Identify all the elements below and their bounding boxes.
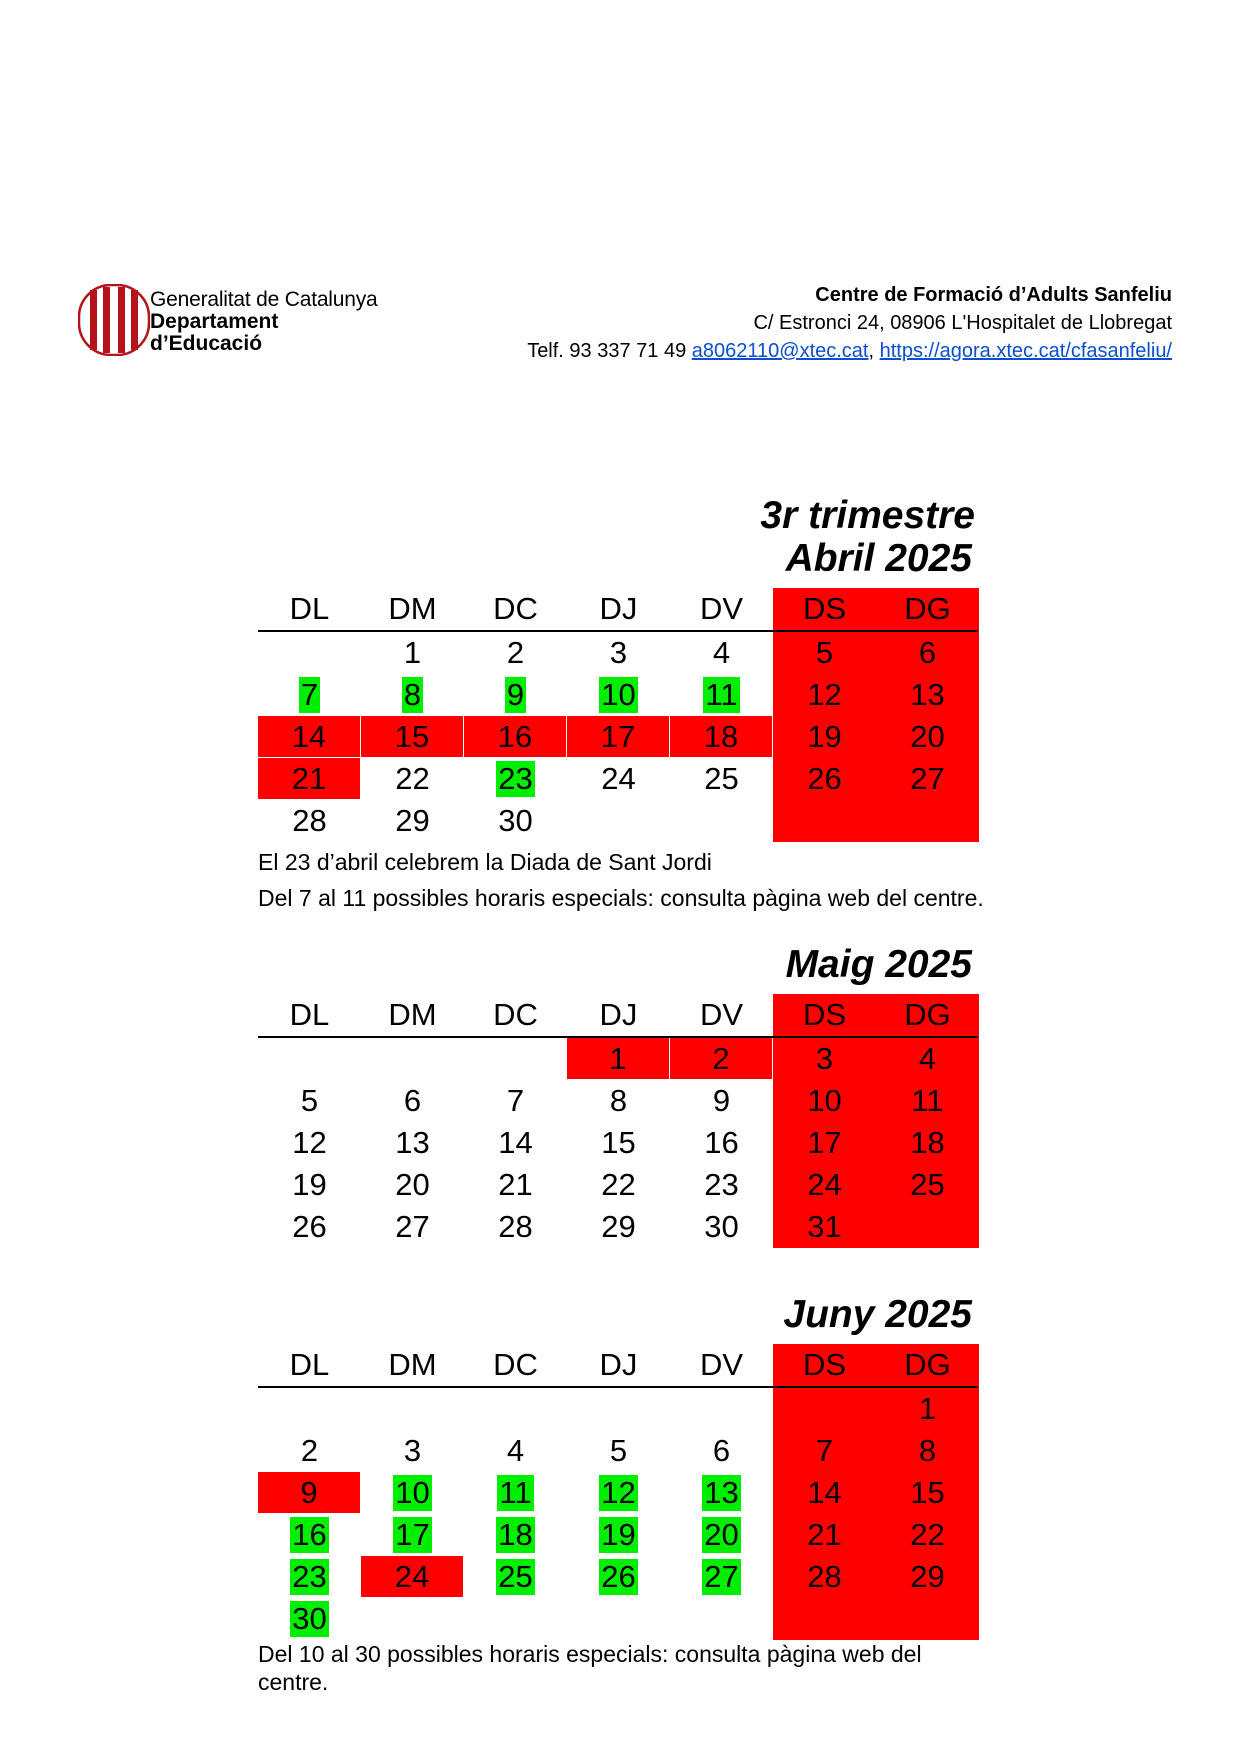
day-number: 17 [395,1517,430,1552]
day-number: 12 [601,1475,636,1510]
day-cell [670,1122,773,1164]
day-number: 20 [704,1517,739,1552]
month-title: Abril 2025 [785,537,972,580]
month-grid [258,994,978,1248]
day-number: 18 [910,1125,945,1160]
logo-line-departament: Departament [150,310,279,333]
generalitat-logo [78,284,150,356]
week-row [258,1556,978,1598]
centre-phone: Telf. 93 337 71 49 [527,340,687,362]
centre-name: Centre de Formació d’Adults Sanfeliu [815,284,1172,306]
day-number: 3 [815,1041,834,1076]
day-cell [567,674,670,716]
day-number: 7 [815,1433,834,1468]
day-cell [670,1388,773,1430]
weekday-dv: DV [699,997,744,1032]
day-number: 6 [403,1083,422,1118]
day-cell [361,1122,464,1164]
day-cell [361,1388,464,1430]
day-cell [567,1080,670,1122]
day-cell [567,1430,670,1472]
day-number: 17 [600,718,636,754]
day-number: 27 [395,1209,430,1244]
contact-separator: , [868,340,875,362]
day-cell [773,1038,876,1080]
day-cell [773,1430,876,1472]
day-number: 9 [300,1474,318,1510]
day-cell [464,1080,567,1122]
day-number: 2 [300,1433,319,1468]
day-cell [464,1556,567,1598]
weekday-dm: DM [388,997,437,1032]
day-number: 16 [292,1517,327,1552]
day-number: 10 [807,1083,842,1118]
weekday-dg: DG [904,997,951,1032]
day-cell [464,1598,567,1640]
day-cell [361,1556,463,1597]
day-number: 26 [292,1209,327,1244]
day-cell [258,1038,361,1080]
day-number: 20 [910,719,945,754]
weekday-header [258,588,978,632]
month-title: Juny 2025 [783,1293,972,1336]
day-number: 22 [395,761,430,796]
day-number: 4 [506,1433,525,1468]
day-cell [258,800,361,842]
day-number: 11 [911,1083,944,1118]
day-cell [464,800,567,842]
calendar-note: Del 7 al 11 possibles horaris especials: consulta pàgina web del centre. [258,885,984,911]
week-row [258,674,978,716]
day-cell [773,716,876,758]
day-cell [567,632,670,674]
day-cell [670,716,772,757]
day-number: 6 [712,1433,731,1468]
day-cell [361,1598,464,1640]
day-cell [567,1038,669,1079]
day-cell [464,674,567,716]
day-cell [670,800,773,842]
day-cell [361,1038,464,1080]
logo-line-generalitat: Generalitat de Catalunya [150,288,378,311]
month-title: Maig 2025 [785,943,972,986]
day-number: 7 [300,677,319,712]
day-cell [773,1164,876,1206]
day-cell [773,1122,876,1164]
day-cell [258,716,360,757]
day-cell [876,1388,979,1430]
day-number: 8 [403,677,422,712]
day-number: 15 [910,1475,945,1510]
day-cell [258,1556,361,1598]
day-cell [876,1164,979,1206]
day-cell [361,632,464,674]
day-number: 4 [918,1041,937,1076]
day-number: 17 [807,1125,842,1160]
day-cell [670,674,773,716]
day-cell [567,1472,670,1514]
day-cell [876,1080,979,1122]
day-number: 12 [292,1125,327,1160]
centre-contact [527,337,1172,365]
day-cell [361,1080,464,1122]
day-cell [258,1388,361,1430]
day-cell [258,758,360,799]
day-number: 31 [807,1209,842,1244]
day-number: 28 [292,803,327,838]
day-number: 16 [704,1125,739,1160]
day-cell [773,1388,876,1430]
day-cell [258,1514,361,1556]
month-grid [258,1344,978,1640]
day-number: 27 [910,761,945,796]
weekday-ds: DS [802,591,847,626]
day-cell [876,1598,979,1640]
day-number: 19 [807,719,842,754]
day-cell [567,758,670,800]
weekday-dg: DG [904,591,951,626]
day-cell [876,758,979,800]
day-number: 23 [292,1559,327,1594]
week-row [258,800,978,842]
day-cell [876,800,979,842]
day-cell [464,1388,567,1430]
day-cell [464,1164,567,1206]
day-number: 19 [292,1167,327,1202]
day-number: 22 [910,1517,945,1552]
day-number: 8 [609,1083,628,1118]
day-number: 13 [910,677,945,712]
day-cell [464,758,567,800]
day-number: 24 [601,761,636,796]
calendar-note: Del 10 al 30 possibles horaris especials: consulta pàgina web del centre. [258,1641,922,1695]
day-cell [258,1080,361,1122]
weekday-ds: DS [802,1347,847,1382]
day-cell [876,1122,979,1164]
day-number: 15 [394,718,430,754]
day-number: 25 [498,1559,533,1594]
day-cell [567,1206,670,1248]
weekday-dm: DM [388,1347,437,1382]
day-number: 11 [705,677,738,712]
day-number: 29 [395,803,430,838]
day-number: 6 [918,635,937,670]
logo-line-educacio: d’Educació [150,332,263,355]
day-cell [876,632,979,674]
day-number: 30 [704,1209,739,1244]
weekday-dj: DJ [599,591,638,626]
day-number: 11 [499,1475,532,1510]
day-cell [670,632,773,674]
month-grid [258,588,978,842]
weekday-dl: DL [289,1347,330,1382]
day-number: 23 [704,1167,739,1202]
week-row [258,1206,978,1248]
day-cell [670,1556,773,1598]
day-number: 19 [601,1517,636,1552]
day-cell [361,1472,464,1514]
week-row [258,632,978,674]
day-number: 2 [712,1040,730,1076]
day-number: 3 [609,635,628,670]
day-cell [773,674,876,716]
day-cell [464,716,566,757]
day-number: 26 [601,1559,636,1594]
day-cell [773,632,876,674]
calendar-note: El 23 d’abril celebrem la Diada de Sant Jordi [258,849,712,875]
day-cell [773,1206,876,1248]
day-number: 16 [497,718,533,754]
day-cell [567,1164,670,1206]
day-cell [876,1206,979,1248]
day-cell [361,716,463,757]
day-number: 20 [395,1167,430,1202]
day-cell [670,1472,773,1514]
day-number: 22 [601,1167,636,1202]
day-number: 10 [601,677,636,712]
logo-text [150,289,378,355]
day-cell [773,758,876,800]
day-number: 18 [703,718,739,754]
weekday-dg: DG [904,1347,951,1382]
day-number: 8 [918,1433,937,1468]
day-cell [876,674,979,716]
day-cell [361,1164,464,1206]
day-number: 1 [403,635,422,670]
day-cell [258,674,361,716]
trimester-title: 3r trimestre [760,494,975,537]
day-number: 7 [506,1083,525,1118]
day-number: 13 [395,1125,430,1160]
day-cell [567,1556,670,1598]
day-number: 5 [815,635,834,670]
day-number: 2 [506,635,525,670]
day-cell [773,1080,876,1122]
day-number: 25 [704,761,739,796]
day-number: 26 [807,761,842,796]
day-cell [773,1598,876,1640]
day-number: 10 [395,1475,430,1510]
day-cell [876,1430,979,1472]
day-number: 28 [498,1209,533,1244]
day-number: 9 [506,677,525,712]
day-number: 1 [609,1040,627,1076]
day-cell [670,1430,773,1472]
centre-address: C/ Estronci 24, 08906 L'Hospitalet de Llobregat [753,312,1172,334]
day-cell [258,1598,361,1640]
day-number: 4 [712,635,731,670]
day-cell [670,1038,772,1079]
week-row [258,1164,978,1206]
day-cell [876,1556,979,1598]
day-cell [464,1430,567,1472]
day-number: 24 [807,1167,842,1202]
day-cell [567,1388,670,1430]
day-cell [670,1164,773,1206]
day-number: 18 [498,1517,533,1552]
day-cell [258,1430,361,1472]
week-row [258,1080,978,1122]
day-number: 21 [807,1517,842,1552]
centre-email-link[interactable]: a8062110@xtec.cat [691,340,869,362]
day-cell [258,1164,361,1206]
day-cell [464,1514,567,1556]
day-cell [670,1080,773,1122]
day-cell [567,1122,670,1164]
day-cell [773,1556,876,1598]
day-cell [258,1206,361,1248]
day-cell [670,1598,773,1640]
day-cell [773,1514,876,1556]
day-cell [361,800,464,842]
day-number: 3 [403,1433,422,1468]
day-number: 21 [291,760,327,796]
centre-website-link[interactable]: https://agora.xtec.cat/cfasanfeliu/ [879,340,1172,362]
day-cell [464,1206,567,1248]
day-cell [876,1514,979,1556]
week-row [258,1430,978,1472]
weekday-dj: DJ [599,997,638,1032]
day-number: 15 [601,1125,636,1160]
day-cell [258,1472,360,1513]
week-row [258,1122,978,1164]
day-number: 9 [712,1083,731,1118]
day-cell [258,632,361,674]
week-row [258,1472,978,1514]
day-number: 29 [910,1559,945,1594]
day-cell [464,1038,567,1080]
day-number: 5 [609,1433,628,1468]
day-number: 23 [498,761,533,796]
weekday-dl: DL [289,591,330,626]
weekday-dv: DV [699,591,744,626]
day-cell [670,758,773,800]
day-cell [773,800,876,842]
day-number: 14 [498,1125,533,1160]
week-row [258,1514,978,1556]
weekday-dv: DV [699,1347,744,1382]
day-cell [876,1038,979,1080]
weekday-dj: DJ [599,1347,638,1382]
week-row [258,758,978,800]
day-number: 1 [918,1391,937,1426]
day-cell [567,716,669,757]
day-cell [464,1472,567,1514]
day-number: 28 [807,1559,842,1594]
day-cell [361,1430,464,1472]
day-cell [361,1206,464,1248]
day-cell [464,632,567,674]
day-cell [361,1514,464,1556]
week-row [258,1388,978,1430]
day-cell [670,1206,773,1248]
weekday-dm: DM [388,591,437,626]
day-cell [876,1472,979,1514]
day-cell [773,1472,876,1514]
centre-info [527,281,1172,365]
weekday-dl: DL [289,997,330,1032]
day-number: 14 [807,1475,842,1510]
day-number: 21 [498,1167,533,1202]
day-cell [876,716,979,758]
weekday-header [258,1344,978,1388]
day-number: 29 [601,1209,636,1244]
day-number: 24 [394,1558,430,1594]
day-number: 14 [291,718,327,754]
day-number: 30 [498,803,533,838]
day-cell [464,1122,567,1164]
day-number: 30 [292,1601,327,1636]
weekday-dc: DC [493,1347,538,1382]
day-number: 25 [910,1167,945,1202]
day-cell [670,1514,773,1556]
weekday-dc: DC [493,591,538,626]
week-row [258,1038,978,1080]
weekday-dc: DC [493,997,538,1032]
day-cell [567,1598,670,1640]
day-number: 27 [704,1559,739,1594]
weekday-ds: DS [802,997,847,1032]
day-cell [567,800,670,842]
week-row [258,1598,978,1640]
day-cell [361,758,464,800]
week-row [258,716,978,758]
day-cell [258,1122,361,1164]
day-number: 5 [300,1083,319,1118]
day-cell [567,1514,670,1556]
day-cell [361,674,464,716]
day-number: 13 [704,1475,739,1510]
day-number: 12 [807,677,842,712]
weekday-header [258,994,978,1038]
